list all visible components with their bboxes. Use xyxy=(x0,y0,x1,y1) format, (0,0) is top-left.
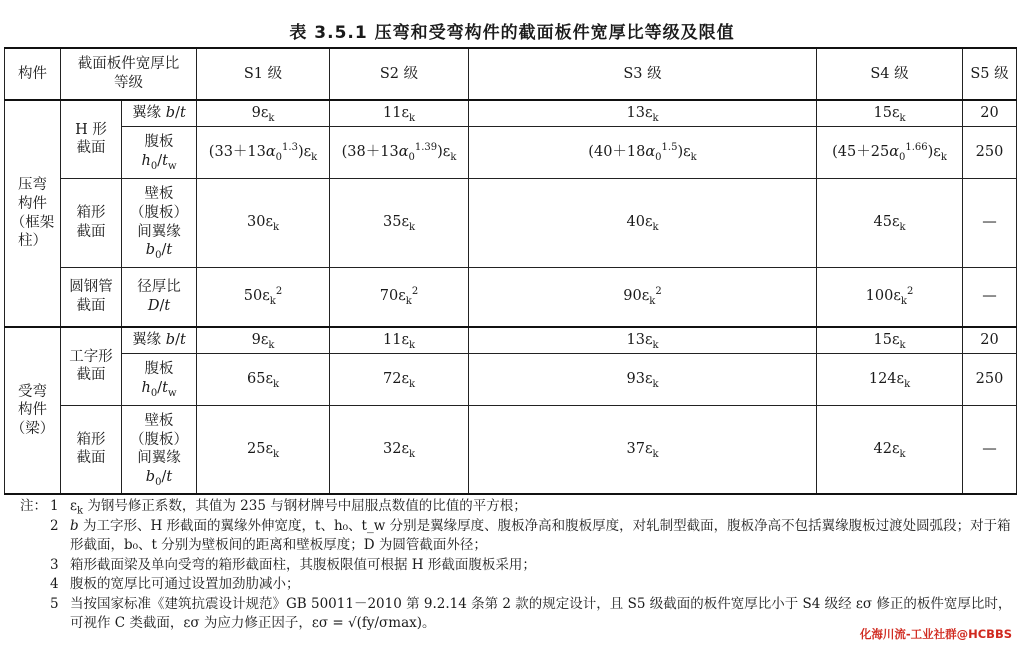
table-row xyxy=(5,327,1017,353)
h-flange-label: 翼缘 b/t xyxy=(122,100,197,126)
header-s5: S5 级 xyxy=(963,48,1017,100)
i-flange-label: 翼缘 b/t xyxy=(122,327,197,353)
cell-value: — xyxy=(963,178,1017,267)
cell-value: $65\varepsilon_k$ xyxy=(197,353,330,405)
cell-formula: $(40+18\alpha_0^{1.5})\varepsilon_k$ xyxy=(469,126,817,178)
table-title: 表 3.5.1 压弯和受弯构件的截面板件宽厚比等级及限值 xyxy=(289,23,735,43)
width-thickness-ratio-table xyxy=(4,47,1017,495)
cell-value: 250 xyxy=(963,126,1017,178)
header-s3: S3 级 xyxy=(469,48,817,100)
header-row xyxy=(5,48,1017,100)
cell-value: $13\varepsilon_k$ xyxy=(469,100,817,126)
cell-value: 250 xyxy=(963,353,1017,405)
cell-value: $45\varepsilon_k$ xyxy=(817,178,963,267)
cell-value: $93\varepsilon_k$ xyxy=(469,353,817,405)
cell-value: $37\varepsilon_k$ xyxy=(469,405,817,494)
note-2: 2 b 为工字形、H 形截面的翼缘外伸宽度，t、h₀、t_w 分别是翼缘厚度、腹板净高和腹板厚度，对轧制型截面，腹板净高不包括翼缘腹板过渡处圆弧段；对于箱形截面，b₀、t 分别为壁板间的距离和壁板厚度；D 为圆管截面外径； xyxy=(50,517,1011,553)
box-beam-label: 壁板 （腹板） 间翼缘 $b_0/t$ xyxy=(122,405,197,494)
h-section-name: H 形 截面 xyxy=(61,100,122,178)
cell-value: $9\varepsilon_k$ xyxy=(197,100,330,126)
cell-value: $11\varepsilon_k$ xyxy=(330,100,469,126)
cell-value: — xyxy=(963,405,1017,494)
cell-value: $25\varepsilon_k$ xyxy=(197,405,330,494)
header-s4: S4 级 xyxy=(817,48,963,100)
header-s1: S1 级 xyxy=(197,48,330,100)
cell-value: $42\varepsilon_k$ xyxy=(817,405,963,494)
note-4: 4 腹板的宽厚比可通过设置加劲肋减小； xyxy=(50,576,300,592)
table-row xyxy=(5,405,1017,494)
table-row xyxy=(5,178,1017,267)
header-grade: 截面板件宽厚比 等级 xyxy=(61,48,197,100)
cell-value: — xyxy=(963,267,1017,327)
header-s2: S2 级 xyxy=(330,48,469,100)
cell-value: $90\varepsilon_k^2$ xyxy=(469,267,817,327)
box-beam-name: 箱形 截面 xyxy=(61,405,122,494)
tube-label: 径厚比 D/t xyxy=(122,267,197,327)
cell-value: $70\varepsilon_k^2$ xyxy=(330,267,469,327)
table-row xyxy=(5,267,1017,327)
note-5: 5 当按国家标准《建筑抗震设计规范》GB 50011－2010 第 9.2.14 条第 2 款的规定设计，且 S5 级截面的板件宽厚比小于 S4 级经 εσ 修正的板件宽厚比时，可视作 C 类截面，εσ 为应力修正因子，εσ = √(fy/σmax)。 xyxy=(50,595,1012,631)
table-row xyxy=(5,100,1017,126)
cell-value: $124\varepsilon_k$ xyxy=(817,353,963,405)
cell-value: $100\varepsilon_k^2$ xyxy=(817,267,963,327)
i-section-name: 工字形 截面 xyxy=(61,327,122,405)
table-row xyxy=(5,126,1017,178)
cell-value: $72\varepsilon_k$ xyxy=(330,353,469,405)
cell-value: $32\varepsilon_k$ xyxy=(330,405,469,494)
cell-value: $50\varepsilon_k^2$ xyxy=(197,267,330,327)
cell-value: 20 xyxy=(963,327,1017,353)
cell-value: $40\varepsilon_k$ xyxy=(469,178,817,267)
cell-value: $11\varepsilon_k$ xyxy=(330,327,469,353)
cell-value: $35\varepsilon_k$ xyxy=(330,178,469,267)
tube-name: 圆钢管 截面 xyxy=(61,267,122,327)
cell-value: 20 xyxy=(963,100,1017,126)
header-member: 构件 xyxy=(5,48,61,100)
note-1: 注： 1 $\varepsilon_k$ 为钢号修正系数，其值为 235 与钢材牌号中屈服点数值的比值的平方根； xyxy=(20,498,527,517)
box-column-name: 箱形 截面 xyxy=(61,178,122,267)
h-web-label: 腹板 $h_0/t_w$ xyxy=(122,126,197,178)
cell-formula: $(45+25\alpha_0^{1.66})\varepsilon_k$ xyxy=(817,126,963,178)
cell-value: $9\varepsilon_k$ xyxy=(197,327,330,353)
box-column-label: 壁板 （腹板） 间翼缘 $b_0/t$ xyxy=(122,178,197,267)
group-bending: 受弯 构件 （梁） xyxy=(5,327,61,494)
cell-formula: $(38+13\alpha_0^{1.39})\varepsilon_k$ xyxy=(330,126,469,178)
group-compression: 压弯 构件 （框架 柱） xyxy=(5,100,61,327)
watermark: 化海川流-工业社群@HCBBS xyxy=(859,627,1012,641)
table-row xyxy=(5,353,1017,405)
i-web-label: 腹板 $h_0/t_w$ xyxy=(122,353,197,405)
cell-value: $30\varepsilon_k$ xyxy=(197,178,330,267)
table-notes xyxy=(20,497,1020,634)
cell-value: $13\varepsilon_k$ xyxy=(469,327,817,353)
cell-value: $15\varepsilon_k$ xyxy=(817,327,963,353)
cell-value: $15\varepsilon_k$ xyxy=(817,100,963,126)
note-3: 3 箱形截面梁及单向受弯的箱形截面柱，其腹板限值可根据 H 形截面腹板采用； xyxy=(50,556,536,573)
cell-formula: $(33+13\alpha_0^{1.3})\varepsilon_k$ xyxy=(197,126,330,178)
